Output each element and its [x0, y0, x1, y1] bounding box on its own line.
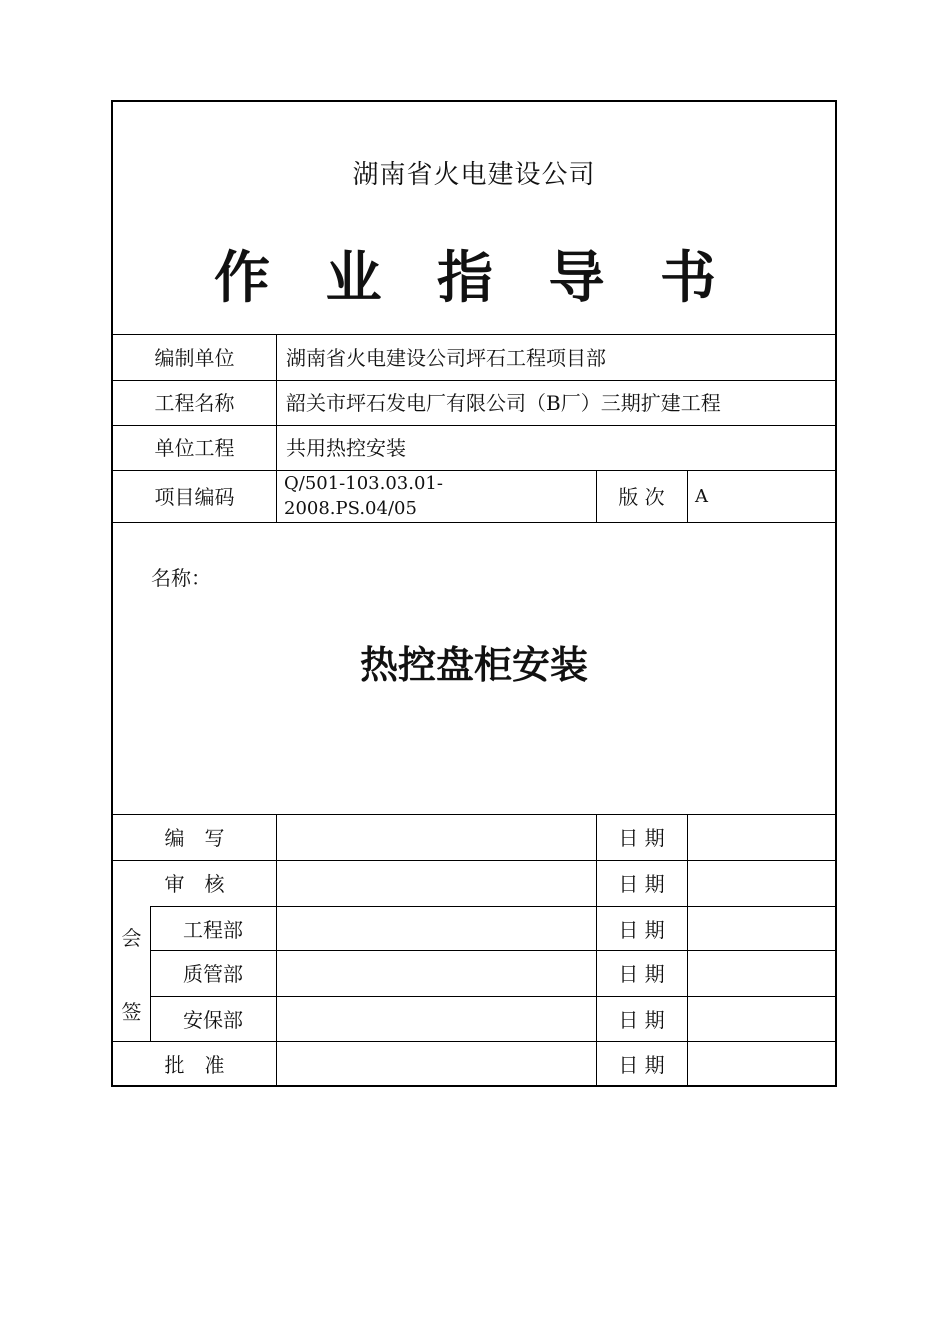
sub-project-label: 单位工程	[154, 436, 235, 460]
dept2-date-label: 日 期	[618, 962, 665, 986]
code-value-line1: Q/501-103.03.01-	[284, 473, 443, 494]
countersign-bottom: 签	[121, 1000, 142, 1024]
write-date-label: 日 期	[618, 826, 665, 850]
review-date-label: 日 期	[618, 872, 665, 896]
approve-date-label: 日 期	[618, 1053, 665, 1077]
company-name: 湖南省火电建设公司	[352, 160, 596, 190]
unit-label: 编制单位	[154, 346, 235, 370]
dept-safety: 安保部	[183, 1008, 243, 1032]
document-name: 热控盘柜安装	[359, 642, 588, 687]
document-frame	[111, 100, 837, 1087]
dept1-date-label: 日 期	[618, 918, 665, 942]
version-label: 版 次	[618, 485, 665, 509]
version-value: A	[695, 486, 708, 507]
dept-quality: 质管部	[183, 962, 243, 986]
write-label: 编 写	[164, 826, 225, 850]
dept-engineering: 工程部	[183, 918, 243, 942]
name-label: 名称：	[151, 566, 211, 590]
project-label: 工程名称	[154, 391, 235, 415]
code-label: 项目编码	[154, 485, 235, 509]
approve-label: 批 准	[164, 1053, 225, 1077]
dept3-date-label: 日 期	[618, 1008, 665, 1032]
review-label: 审 核	[164, 872, 225, 896]
unit-value: 湖南省火电建设公司坪石工程项目部	[286, 346, 606, 370]
countersign-top: 会	[121, 926, 142, 950]
code-value-line2: 2008.PS.04/05	[284, 498, 417, 519]
sub-project-value: 共用热控安装	[286, 436, 406, 460]
document-title: 作 业 指 导 书	[214, 245, 734, 311]
project-value: 韶关市坪石发电厂有限公司（B厂）三期扩建工程	[286, 391, 721, 415]
